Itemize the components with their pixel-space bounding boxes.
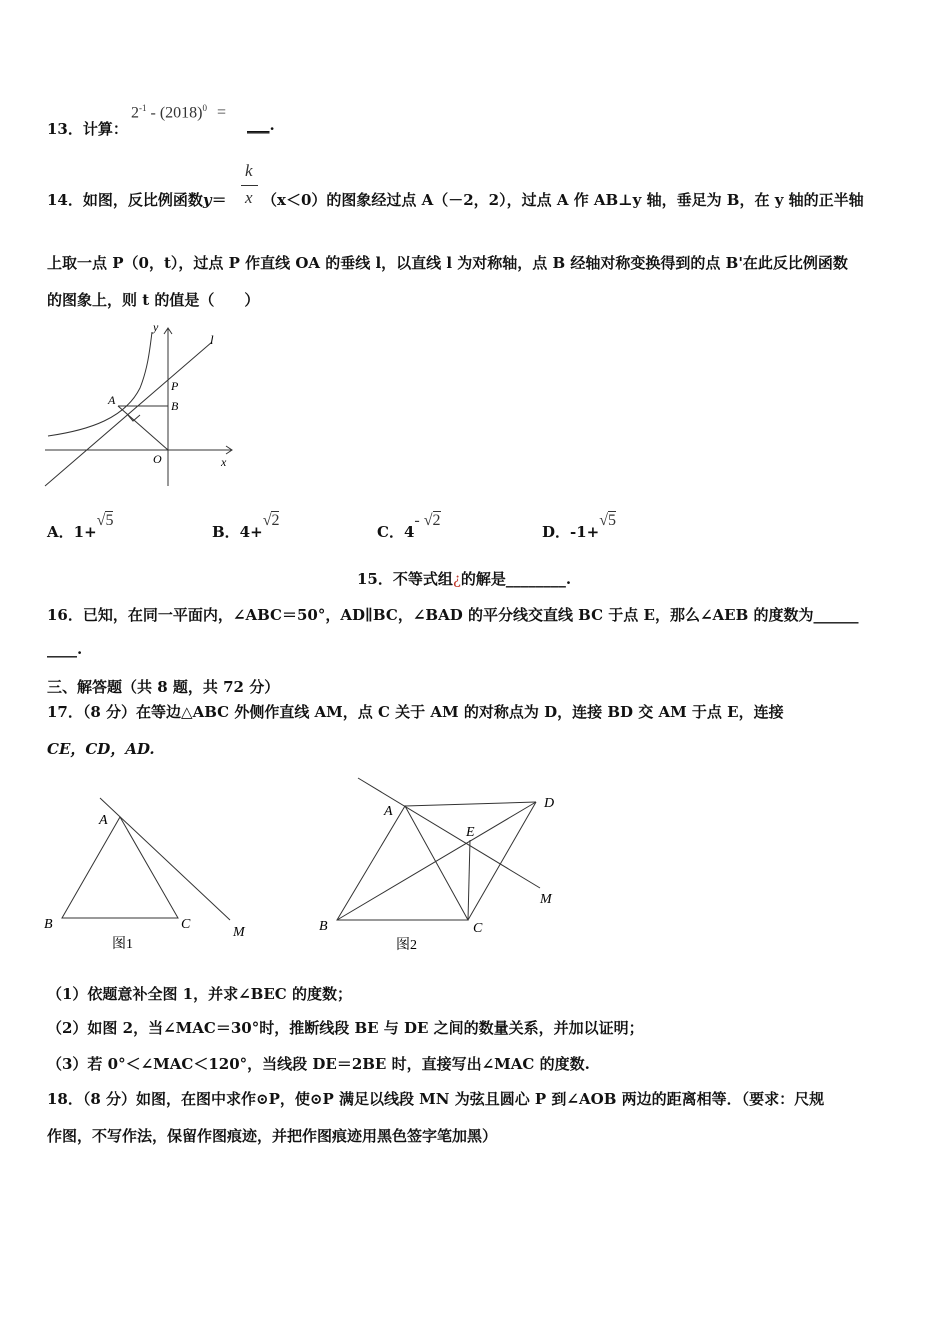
q13-expr-base: 2 <box>131 104 139 122</box>
q13-label: 13．计算： <box>47 120 128 138</box>
q17-line1: 17．（8 分）在等边△ABC 外侧作直线 AM，点 C 关于 AM 的对称点为 D，连接 BD 交 AM 于点 E，连接 <box>47 703 784 721</box>
segment-CE <box>468 840 470 920</box>
q13-expr-exp2: 0 <box>202 103 207 113</box>
fig1-label-A: A <box>99 813 108 828</box>
triangle-ABC <box>62 817 178 918</box>
line-AM <box>358 778 540 888</box>
triangle-ABC <box>337 806 468 920</box>
q13-expr-eq: = <box>216 104 227 122</box>
fig2-label-B: B <box>319 919 328 934</box>
segment-AD <box>405 802 536 806</box>
label-A: A <box>108 393 116 407</box>
q17-figure-2 <box>310 770 570 960</box>
q14-frac-den: x <box>245 188 253 207</box>
hyperbola-curve <box>48 332 152 436</box>
q17-sub1: （1）依题意补全图 1，并求∠BEC 的度数； <box>47 985 352 1003</box>
fig2-label-E: E <box>466 825 475 840</box>
q17-sub3: （3）若 0°＜∠MAC＜120°，当线段 DE＝2BE 时，直接写出∠MAC 的度数. <box>47 1055 590 1073</box>
q13-expression <box>131 103 226 122</box>
q14-line1-pre: 14．如图，反比例函数y＝ <box>47 191 227 209</box>
q14-figure <box>40 318 245 490</box>
fig1-label-C: C <box>181 917 191 932</box>
sqrt-icon: √ <box>423 512 433 529</box>
q15: 15．不等式组¿的解是________. <box>357 570 572 588</box>
option-c-minus: - <box>414 512 420 529</box>
line-AM <box>100 798 230 920</box>
label-O: O <box>153 452 162 466</box>
line-l <box>45 342 212 486</box>
q16-line2: ____. <box>47 640 83 658</box>
fraction-bar <box>241 185 258 186</box>
sqrt-icon: √2 <box>262 512 280 529</box>
q13-blank: ___. <box>247 116 275 134</box>
q16-line1: 16．已知，在同一平面内，∠ABC＝50°，AD∥BC，∠BAD 的平分线交直线 BC 于点 E，那么∠AEB 的度数为______ <box>47 606 859 624</box>
fig1-label-B: B <box>44 917 53 932</box>
section-3-title: 三、解答题（共 8 题，共 72 分） <box>47 678 280 696</box>
sqrt-icon: √5 <box>599 512 617 529</box>
option-c[interactable]: C．4- √2 <box>377 512 441 541</box>
sqrt-icon: √5 <box>96 512 114 529</box>
segment-DC <box>468 802 536 920</box>
q14-line3: 的图象上，则 t 的值是（ ） <box>47 291 260 309</box>
fig2-label-A: A <box>384 804 393 819</box>
q14-line1-post: （x＜0）的图象经过点 A（－2，2），过点 A 作 AB⊥y 轴，垂足为 B，在 y 轴的正半轴 <box>262 191 864 209</box>
label-x: x <box>221 455 227 469</box>
q15-glyph: ¿ <box>452 570 461 588</box>
fig2-label-D: D <box>544 796 555 811</box>
q14-line2: 上取一点 P（0，t），过点 P 作直线 OA 的垂线 l，以直线 l 为对称轴，点 B 经轴对称变换得到的点 B'在此反比例函数 <box>47 254 848 272</box>
segment-AO <box>118 406 168 450</box>
option-a[interactable]: A．1+√5 <box>47 512 114 541</box>
q13-expr-exp: -1 <box>139 103 147 113</box>
q17-line2: CE，CD，AD. <box>47 740 155 758</box>
q13-expr-mid: - (2018) <box>150 104 203 122</box>
segment-BD <box>337 802 536 920</box>
q18-line2: 作图，不写作法，保留作图痕迹，并把作图痕迹用黑色签字笔加黑） <box>47 1127 498 1145</box>
fig1-label-M: M <box>233 925 245 940</box>
fig2-caption: 图2 <box>396 938 417 953</box>
fig2-label-M: M <box>540 892 552 907</box>
fig1-caption: 图1 <box>112 937 133 952</box>
q14-frac-num: k <box>245 161 253 180</box>
q17-sub2: （2）如图 2，当∠MAC＝30°时，推断线段 BE 与 DE 之间的数量关系，并加以证明； <box>47 1019 644 1037</box>
option-d[interactable]: D．-1+√5 <box>542 512 617 541</box>
fig2-label-C: C <box>473 921 483 936</box>
q17-figure-1 <box>40 770 260 960</box>
label-y: y <box>153 320 159 334</box>
label-l: l <box>210 332 214 347</box>
q18-line1: 18．（8 分）如图，在图中求作⊙P，使⊙P 满足以线段 MN 为弦且圆心 P 到∠AOB 两边的距离相等．（要求：尺规 <box>47 1090 825 1108</box>
label-B: B <box>171 399 179 413</box>
label-P: P <box>171 379 179 393</box>
option-b[interactable]: B．4+√2 <box>212 512 280 541</box>
